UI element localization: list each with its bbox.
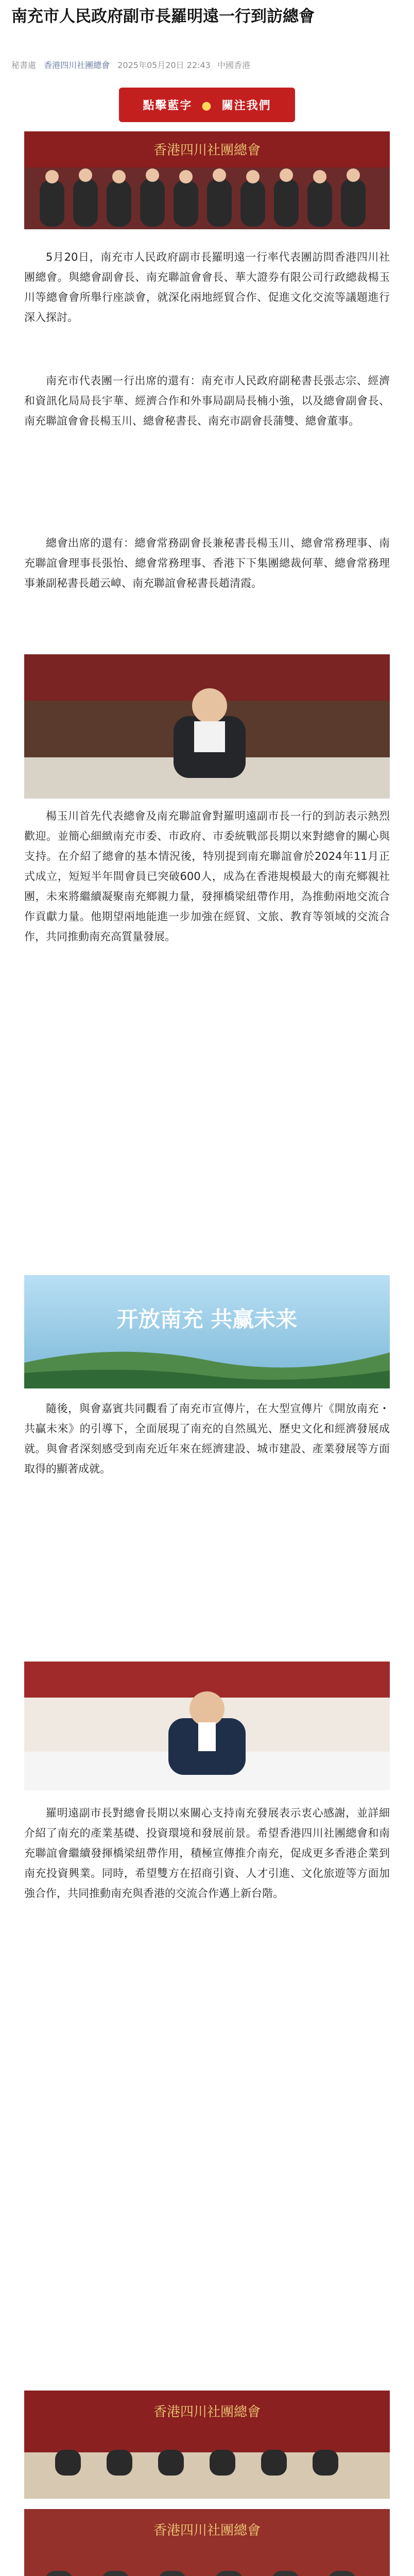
paragraph-1: 5月20日，南充市人民政府副市長羅明遠一行率代表團訪問香港四川社團總會。與總會副會長、南充聯誼會會長、華大證券有限公司行政總裁楊玉川等總會會所舉行座談會，就深化兩地經貿合作、促進文化交流等議題進行深入探討。 [24,251,390,324]
article-title: 南充市人民政府副市長羅明遠一行到訪總會 [11,7,315,26]
photo4-banner: 香港四川社團總會 [153,2404,261,2420]
article-meta [11,59,250,71]
speaker-photo-2-svg [24,1662,390,1790]
paragraph-2: 南充市代表團一行出席的還有：南充市人民政府副秘書長張志宗、經濟和資訊化局局長宇華、經濟合作和外事局副局長楠小強，以及總會副會長、南充聯誼會會長楊玉川、總會秘書長、南充市副會長蒲雙、總會董事。 [24,375,390,427]
promo-video-thumbnail[interactable] [24,1275,390,1388]
speaker-photo-2 [24,1662,390,1790]
photo1-banner: 香港四川社團總會 [153,143,261,158]
meeting-photo-2 [24,2509,390,2576]
speaker-photo-1-svg [24,654,390,799]
meeting-photo-1-svg [24,2391,390,2499]
video-slogan: 开放南充 共赢未来 [116,1307,298,1332]
follow-pill[interactable] [119,88,295,122]
group-photo-1-svg [24,131,390,229]
paragraph-3: 總會出席的還有：總會常務副會長兼秘書長楊玉川、總會常務理事、南充聯誼會理事長張怡、總會常務理事、香港下下集團總裁何華、總會常務理事兼副秘書長趙云嶂、南充聯誼會秘書長趙清霞。 [24,537,390,589]
promo-video-svg [24,1275,390,1388]
publish-date: 2025年05月20日 22:43 [117,60,211,70]
account-link[interactable]: 香港四川社團總會 [44,60,110,70]
meeting-photo-1 [24,2391,390,2499]
follow-banner[interactable] [0,88,414,124]
article-author: 秘書處 [11,60,37,70]
follow-dot-icon: ● [201,99,213,112]
follow-left-text: 點擊藍字 [143,99,193,112]
publish-location: 中國香港 [217,60,250,70]
paragraph-5: 隨後，與會嘉賓共同觀看了南充市宣傳片，在大型宣傳片《開放南充・共贏未來》的引導下，全面展現了南充的自然風光、歷史文化和經濟發展成就。與會者深刻感受到南充近年來在經濟建設、城市建設、產業發展等方面取得的顯著成就。 [24,1402,390,1475]
follow-right-text: 關注我們 [221,99,271,112]
group-photo-1 [24,131,390,229]
paragraph-6: 羅明遠副市長對總會長期以來關心支持南充發展表示衷心感謝，並詳細介紹了南充的產業基礎、投資環境和發展前景。希望香港四川社團總會和南充聯誼會繼續發揮橋梁紐帶作用，積極宣傳推介南充，促成更多香港企業到南充投資興業。同時，希望雙方在招商引資、人才引進、文化旅遊等方面加強合作，共同推動南充與香港的交流合作邁上新台階。 [24,1807,390,1900]
meeting-photo-2-svg [24,2509,390,2576]
photo5-banner: 香港四川社團總會 [153,2523,261,2538]
speaker-photo-1 [24,654,390,799]
paragraph-4: 楊玉川首先代表總會及南充聯誼會對羅明遠副市長一行的到訪表示熱烈歡迎。並簡心細緻南充市委、市政府、市委統戰部長期以來對總會的關心與支持。在介紹了總會的基本情況後，特別提到南充聯誼會於2024年11月正式成立，短短半年間會員已突破600人，成為在香港規模最大的南充鄉親社團，未來將繼續凝聚南充鄉親力量，發揮橋梁紐帶作用，為推動兩地交流合作貢獻力量。他期望兩地能進一步加強在經貿、文旅、教育等領域的交流合作，共同推動南充高質量發展。 [24,810,390,943]
